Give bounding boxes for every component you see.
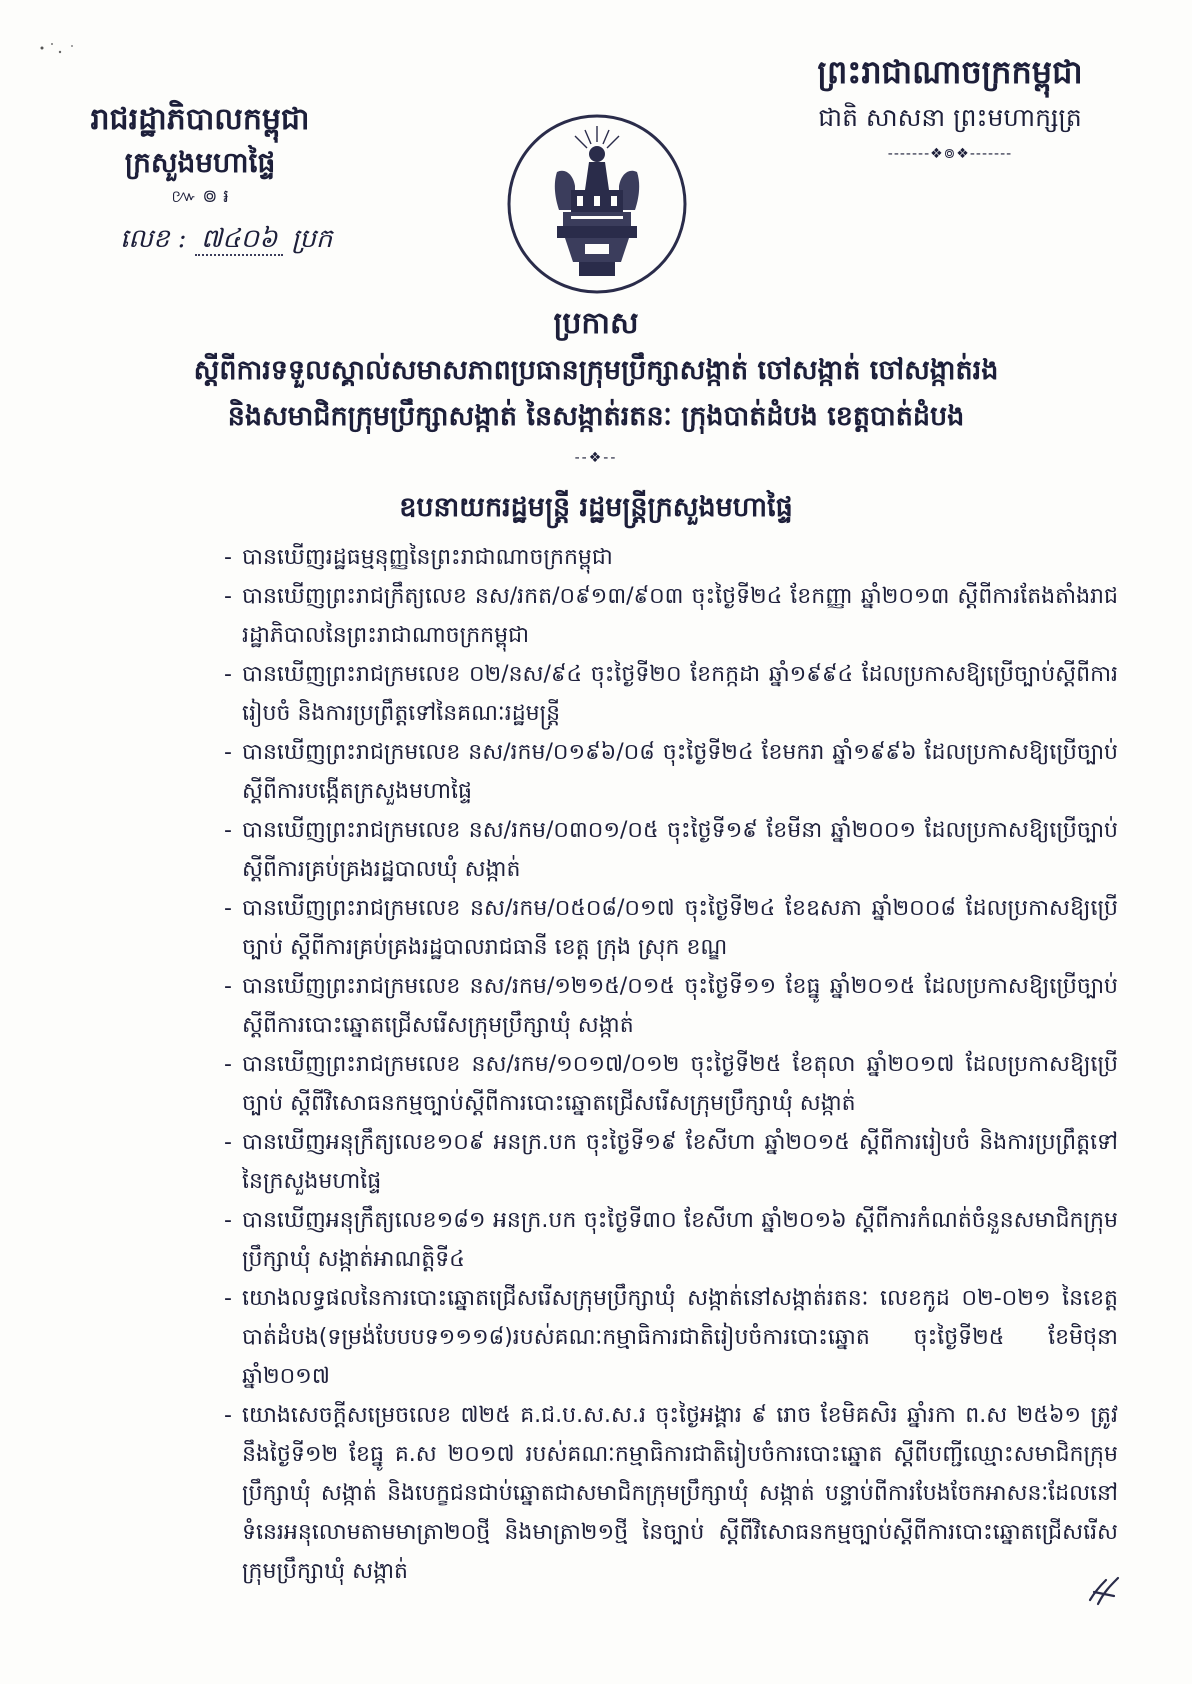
reference-number <box>120 222 332 260</box>
list-item: - បានឃើញព្រះរាជក្រឹត្យលេខ នស/រកត/០៩១៣/៩០៣ ចុះថ្ងៃទី២៤ ខែកញ្ញា ឆ្នាំ២០១៣ ស្តីពីការតែងតាំងរាជរដ្ឋាភិបាលនៃព្រះរាជាណាចក្រកម្ពុជា <box>228 577 1118 655</box>
list-item: - យោងលទ្ធផលនៃការបោះឆ្នោតជ្រើសរើសក្រុមប្រឹក្សាឃុំ សង្កាត់នៅសង្កាត់រតនៈ លេខកូដ ០២-០២១ នៃខេត្តបាត់ដំបង(ទម្រង់បែបបទ១១១៨)របស់គណៈកម្មាធិការជាតិរៀបចំការបោះឆ្នោត ចុះថ្ងៃទី២៥ ខែមិថុនា ឆ្នាំ២០១៧ <box>228 1279 1118 1396</box>
list-item: - បានឃើញរដ្ឋធម្មនុញ្ញនៃព្រះរាជាណាចក្រកម្ពុជា <box>228 538 1118 577</box>
ref-number: ៧៤០៦ <box>195 224 284 256</box>
list-item: - បានឃើញអនុក្រឹត្យលេខ១៨១ អនក្រ.បក ចុះថ្ងៃទី៣០ ខែសីហា ឆ្នាំ២០១៦ ស្តីពីការកំណត់ចំនួនសមាជិកក្រុមប្រឹក្សាឃុំ សង្កាត់អាណត្តិទី៤ <box>228 1201 1118 1279</box>
recital-list <box>228 538 1118 1591</box>
list-item: - យោងសេចក្តីសម្រេចលេខ ៧២៥ គ.ជ.ប.ស.ស.រ ចុះថ្ងៃអង្គារ ៩ រោច ខែមិគសិរ ឆ្នាំរកា ព.ស ២៥៦១ ត្រូវនឹងថ្ងៃទី១២ ខែធ្នូ គ.ស ២០១៧ របស់គណៈកម្មាធិការជាតិរៀបចំការបោះឆ្នោត ស្តីពីបញ្ជីឈ្មោះសមាជិកក្រុមប្រឹក្សាឃុំ សង្កាត់ និងបេក្ខជនជាប់ឆ្នោតជាសមាជិកក្រុមប្រឹក្សាឃុំ សង្កាត់ បន្ទាប់ពីការបែងចែកអាសនៈដែលនៅទំនេរអនុលោមតាមមាត្រា២០ថ្មី និងមាត្រា២១ថ្មី នៃច្បាប់ ស្តីពីវិសោធនកម្មច្បាប់ស្តីពីការបោះឆ្នោតជ្រើសរើសក្រុមប្រឹក្សាឃុំ សង្កាត់ <box>228 1396 1118 1591</box>
list-item: - បានឃើញព្រះរាជក្រមលេខ នស/រកម/០៣០១/០៥ ចុះថ្ងៃទី១៩ ខែមីនា ឆ្នាំ២០០១ ដែលប្រកាសឱ្យប្រើច្បាប់ ស្តីពីការគ្រប់គ្រងរដ្ឋបាលឃុំ សង្កាត់ <box>228 811 1118 889</box>
government-name: រាជរដ្ឋាភិបាលកម្ពុជា <box>90 102 310 137</box>
ministry-name: ក្រសួងមហាផ្ទៃ <box>124 146 276 179</box>
ornament-left: ៚ ៙ ៛ <box>171 186 229 207</box>
ref-prefix: លេខ : <box>120 224 187 254</box>
list-item: - បានឃើញអនុក្រឹត្យលេខ១០៩ អនក្រ.បក ចុះថ្ងៃទី១៩ ខែសីហា ឆ្នាំ២០១៥ ស្តីពីការរៀបចំ និងការប្រព្រឹត្តទៅនៃក្រសួងមហាផ្ទៃ <box>228 1123 1118 1201</box>
ornament-right: -------❖៙❖------- <box>887 146 1013 162</box>
kingdom-block <box>780 50 1120 165</box>
ref-suffix: ប្រក <box>291 224 333 254</box>
subject-line-1: ស្តីពីការទទួលស្គាល់សមាសភាពប្រធានក្រុមប្រឹក្សាសង្កាត់ ចៅសង្កាត់ ចៅសង្កាត់រង <box>193 355 999 386</box>
title-divider: --❖-- <box>574 450 618 466</box>
list-item: - បានឃើញព្រះរាជក្រមលេខ នស/រកម/០៥០៨/០១៧ ចុះថ្ងៃទី២៤ ខែឧសភា ឆ្នាំ២០០៨ ដែលប្រកាសឱ្យប្រើច្បាប់ ស្តីពីការគ្រប់គ្រងរដ្ឋបាលរាជធានី ខេត្ត ក្រុង ស្រុក ខណ្ឌ <box>228 889 1118 967</box>
kingdom-name: ព្រះរាជាណាចក្រកម្ពុជា <box>817 53 1083 91</box>
document-type: ប្រកាស <box>553 306 639 341</box>
list-item: - បានឃើញព្រះរាជក្រមលេខ ០២/នស/៩៤ ចុះថ្ងៃទី២០ ខែកក្កដា ឆ្នាំ១៩៩៤ ដែលប្រកាសឱ្យប្រើច្បាប់ស្តីពីការរៀបចំ និងការប្រព្រឹត្តទៅនៃគណៈរដ្ឋមន្ត្រី <box>228 655 1118 733</box>
list-item: - បានឃើញព្រះរាជក្រមលេខ នស/រកម/០១៩៦/០៨ ចុះថ្ងៃទី២៤ ខែមករា ឆ្នាំ១៩៩៦ ដែលប្រកាសឱ្យប្រើច្បាប់ ស្តីពីការបង្កើតក្រសួងមហាផ្ទៃ <box>228 733 1118 811</box>
ministry-emblem-icon <box>505 112 689 296</box>
list-item: - បានឃើញព្រះរាជក្រមលេខ នស/រកម/១០១៧/០១២ ចុះថ្ងៃទី២៥ ខែតុលា ឆ្នាំ២០១៧ ដែលប្រកាសឱ្យប្រើច្បាប់ ស្តីពីវិសោធនកម្មច្បាប់ស្តីពីការបោះឆ្នោតជ្រើសរើសក្រុមប្រឹក្សាឃុំ សង្កាត់ <box>228 1045 1118 1123</box>
subject-line-2: និងសមាជិកក្រុមប្រឹក្សាសង្កាត់ នៃសង្កាត់រតនៈ ក្រុងបាត់ដំបង ខេត្តបាត់ដំបង <box>227 401 965 432</box>
national-motto: ជាតិ សាសនា ព្រះមហាក្សត្រ <box>818 103 1082 132</box>
initial-mark-icon <box>1084 1570 1124 1610</box>
list-item: - បានឃើញព្រះរាជក្រមលេខ នស/រកម/១២១៥/០១៥ ចុះថ្ងៃទី១១ ខែធ្នូ ឆ្នាំ២០១៥ ដែលប្រកាសឱ្យប្រើច្បាប់ ស្តីពីការបោះឆ្នោតជ្រើសរើសក្រុមប្រឹក្សាឃុំ សង្កាត់ <box>228 967 1118 1045</box>
minister-title: ឧបនាយករដ្ឋមន្ត្រី រដ្ឋមន្ត្រីក្រសួងមហាផ្ទៃ <box>399 492 793 523</box>
issuer-block <box>80 100 320 208</box>
title-block <box>150 302 1042 466</box>
scan-specks <box>38 40 78 60</box>
